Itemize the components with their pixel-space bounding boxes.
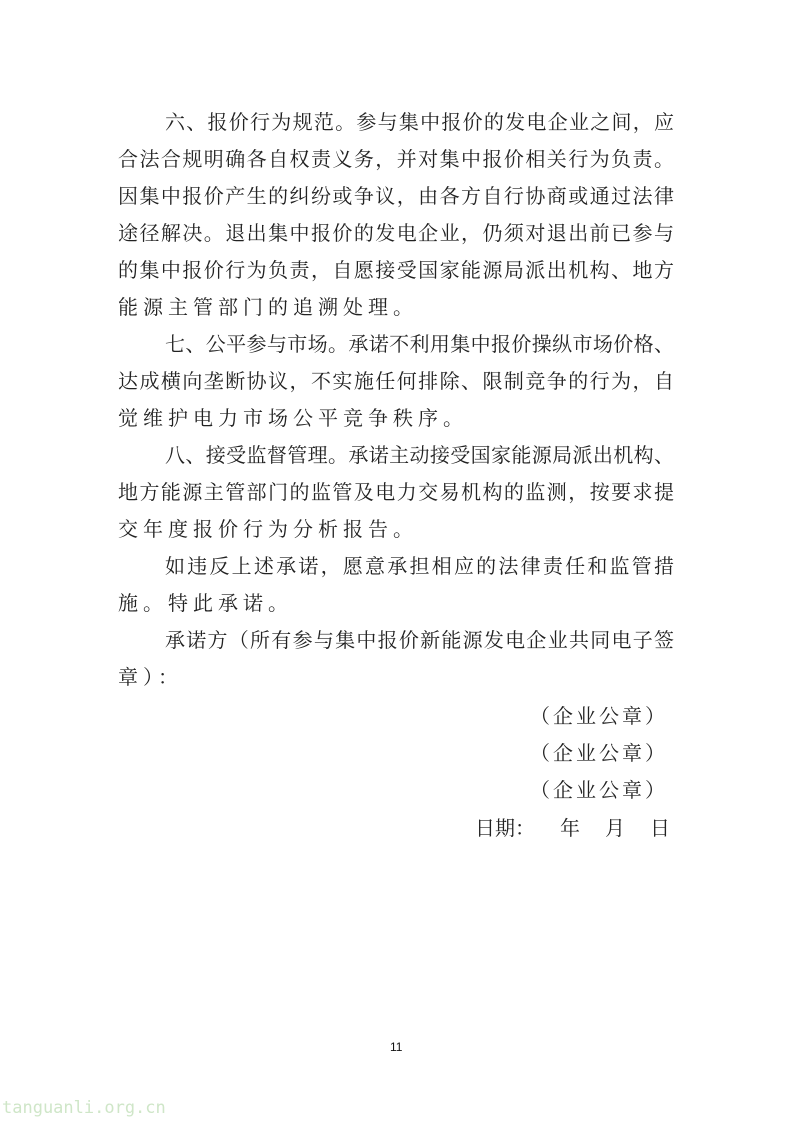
text-line: 因集中报价产生的纠纷或争议，由各方自行协商或通过法律 bbox=[118, 184, 674, 208]
text-line: 八、接受监督管理。承诺主动接受国家能源局派出机构、 bbox=[165, 443, 674, 467]
date-month: 月 bbox=[605, 816, 625, 840]
text-line: 途径解决。退出集中报价的发电企业，仍须对退出前已参与 bbox=[118, 221, 674, 245]
company-seal-placeholder: （企业公章） bbox=[530, 778, 668, 802]
text-line: 合法合规明确各自权责义务，并对集中报价相关行为负责。 bbox=[118, 147, 674, 171]
text-line: 章）： bbox=[118, 665, 183, 689]
text-line: 的集中报价行为负责，自愿接受国家能源局派出机构、地方 bbox=[118, 258, 674, 282]
paragraph bbox=[118, 622, 674, 696]
text-line: 七、公平参与市场。承诺不利用集中报价操纵市场价格、 bbox=[165, 332, 674, 356]
company-seal-placeholder: （企业公章） bbox=[530, 704, 668, 728]
date-year: 年 bbox=[560, 816, 580, 840]
document-body bbox=[118, 104, 674, 696]
text-line: 能源主管部门的追溯处理。 bbox=[118, 295, 418, 319]
text-line: 六、报价行为规范。参与集中报价的发电企业之间，应 bbox=[165, 110, 674, 134]
text-line: 交年度报价行为分析报告。 bbox=[118, 517, 418, 541]
text-line: 施。特此承诺。 bbox=[118, 591, 293, 615]
page-number: 11 bbox=[390, 1040, 403, 1054]
text-line: 承诺方（所有参与集中报价新能源发电企业共同电子签 bbox=[165, 628, 674, 652]
company-seal-placeholder: （企业公章） bbox=[530, 741, 668, 765]
paragraph bbox=[118, 548, 674, 622]
paragraph bbox=[118, 104, 674, 326]
text-line: 地方能源主管部门的监管及电力交易机构的监测，按要求提 bbox=[118, 480, 674, 504]
text-line: 如违反上述承诺，愿意承担相应的法律责任和监管措 bbox=[165, 554, 674, 578]
date-day: 日 bbox=[650, 816, 670, 840]
date-line bbox=[475, 810, 670, 847]
text-line: 觉维护电力市场公平竞争秩序。 bbox=[118, 406, 468, 430]
paragraph bbox=[118, 326, 674, 437]
date-label: 日期： bbox=[475, 816, 535, 840]
paragraph bbox=[118, 437, 674, 548]
text-line: 达成横向垄断协议，不实施任何排除、限制竞争的行为，自 bbox=[118, 369, 674, 393]
watermark: tanguanli.org.cn bbox=[2, 1098, 166, 1118]
